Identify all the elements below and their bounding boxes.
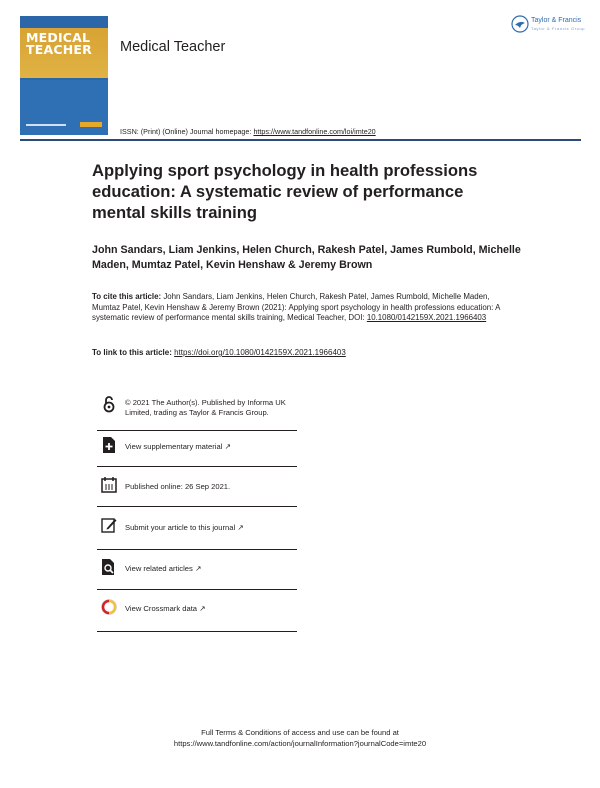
journal-cover [20, 16, 108, 135]
doi-link[interactable]: 10.1080/0142159X.2021.1966403 [366, 313, 487, 323]
crossmark-icon [101, 599, 117, 617]
search-document-icon [101, 558, 117, 576]
crossmark-link[interactable]: View Crossmark data ↗ [125, 604, 206, 613]
edit-icon [101, 516, 117, 534]
external-link-icon: ↗ [237, 523, 244, 532]
publisher-logo-icon [511, 15, 529, 33]
citation: To cite this article: John Sandars, Liam Jenkins, Helen Church, Rakesh Patel, James Rumbold, Michelle Maden, Mumtaz Patel, Kevin Henshaw & Jeremy Brown (2021): Applying sport psychology in health professions education: A systematic review of performance mental skills training, Medical Teacher, DOI: 10.1080/0142159X.2021.1966403 [92, 292, 500, 323]
publisher-logo: Taylor & Francis [531, 17, 582, 24]
external-link-icon: ↗ [194, 564, 202, 573]
cover-title: MEDICAL TEACHER [26, 30, 92, 57]
external-link-icon: ↗ [224, 442, 231, 451]
submit-article-link[interactable]: Submit your article to this journal ↗ [125, 523, 244, 532]
external-link-icon: ↗ [199, 604, 206, 613]
journal-information-link[interactable]: https://www.tandfonline.com/action/journalInformation?journalCode=imte20 [173, 739, 427, 748]
header-divider [20, 139, 581, 141]
issn-line: ISSN: (Print) (Online) Journal homepage: https://www.tandfonline.com/loi/imte20 [120, 127, 376, 136]
publisher-tagline: Taylor & Francis Group [531, 26, 586, 31]
footer: Full Terms & Conditions of access and use can be found at https://www.tandfonline.com/action/journalInformation?journalCode=imte20 [173, 728, 427, 748]
article-url-link[interactable]: https://doi.org/10.1080/0142159X.2021.1966403 [174, 348, 346, 357]
supplementary-file-icon [101, 436, 117, 454]
article-authors: John Sandars, Liam Jenkins, Helen Church, Rakesh Patel, James Rumbold, Michelle Maden, Mumtaz Patel, Kevin Henshaw & Jeremy Brown [92, 244, 521, 271]
related-articles-link[interactable]: View related articles ↗ [125, 564, 202, 573]
open-access-lock-icon [101, 395, 117, 413]
journal-homepage-link[interactable]: https://www.tandfonline.com/loi/imte20 [253, 127, 376, 136]
supplementary-link[interactable]: View supplementary material ↗ [125, 442, 231, 451]
journal-name[interactable]: Medical Teacher [120, 39, 226, 55]
article-link-line: To link to this article: https://doi.org/10.1080/0142159X.2021.1966403 [92, 348, 346, 357]
article-title: Applying sport psychology in health professions education: A systematic review of performance mental skills training [92, 161, 478, 222]
calendar-icon [101, 476, 117, 494]
